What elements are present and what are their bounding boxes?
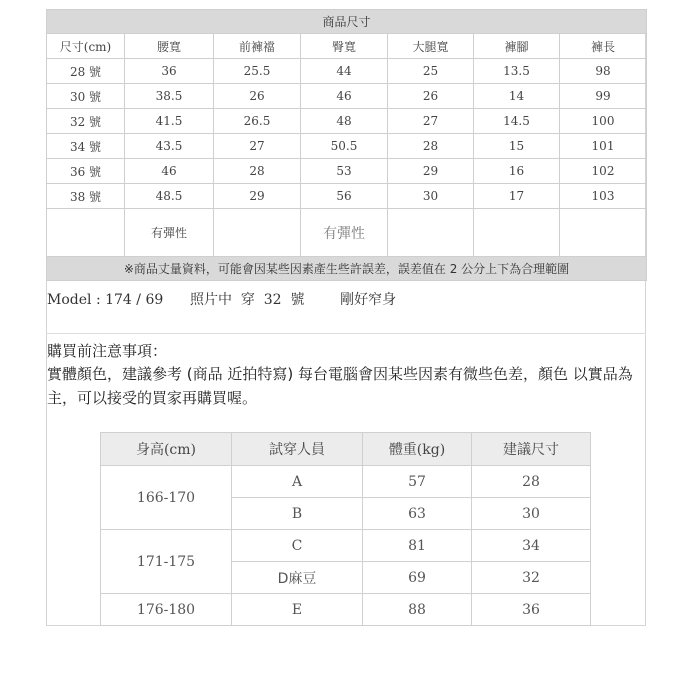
value-cell: 29 bbox=[214, 184, 301, 209]
notice-body: 實體顏色，建議參考 (商品 近拍特寫) 每台電腦會因某些因素有微些色差，顏色 以實品為主，可以接受的買家再購買喔。 bbox=[47, 365, 633, 407]
height-cell: 176-180 bbox=[101, 594, 232, 626]
size-cell: 38 號 bbox=[47, 184, 125, 209]
header-cell: 身高(cm) bbox=[101, 433, 232, 466]
size-cell: 30 號 bbox=[47, 84, 125, 109]
value-cell: 48.5 bbox=[125, 184, 214, 209]
header-cell: 大腿寬 bbox=[388, 34, 474, 59]
value-cell: 25.5 bbox=[214, 59, 301, 84]
table-row bbox=[101, 530, 591, 562]
table-row bbox=[101, 594, 591, 626]
height-cell: 166-170 bbox=[101, 466, 232, 530]
weight-cell: 57 bbox=[363, 466, 472, 498]
size-table-title-row bbox=[47, 10, 647, 34]
size-cell: 34 號 bbox=[47, 134, 125, 159]
size-cell: 36 bbox=[472, 594, 591, 626]
value-cell: 27 bbox=[214, 134, 301, 159]
value-cell: 13.5 bbox=[474, 59, 560, 84]
weight-cell: 63 bbox=[363, 498, 472, 530]
value-cell: 44 bbox=[301, 59, 388, 84]
value-cell: 16 bbox=[474, 159, 560, 184]
size-note: ※商品丈量資料，可能會因某些因素產生些許誤差，誤差值在 2 公分上下為合理範圍 bbox=[47, 257, 647, 281]
size-cell: 30 bbox=[472, 498, 591, 530]
value-cell: 43.5 bbox=[125, 134, 214, 159]
person-cell: A bbox=[232, 466, 363, 498]
value-cell: 27 bbox=[388, 109, 474, 134]
empty-cell bbox=[474, 209, 560, 257]
header-cell: 腰寬 bbox=[125, 34, 214, 59]
size-cell: 34 bbox=[472, 530, 591, 562]
elasticity-row bbox=[47, 209, 647, 257]
header-cell: 建議尺寸 bbox=[472, 433, 591, 466]
size-table-header-row bbox=[47, 34, 647, 59]
value-cell: 103 bbox=[560, 184, 647, 209]
header-cell: 臀寬 bbox=[301, 34, 388, 59]
table-row bbox=[47, 184, 647, 209]
height-cell: 171-175 bbox=[101, 530, 232, 594]
hip-elastic-cell: 有彈性 bbox=[301, 209, 388, 257]
table-row bbox=[47, 59, 647, 84]
person-cell: B bbox=[232, 498, 363, 530]
value-cell: 50.5 bbox=[301, 134, 388, 159]
header-cell: 試穿人員 bbox=[232, 433, 363, 466]
notice-title: 購買前注意事項： bbox=[47, 342, 168, 360]
divider bbox=[46, 333, 646, 334]
waist-elastic-cell: 有彈性 bbox=[125, 209, 214, 257]
value-cell: 100 bbox=[560, 109, 647, 134]
value-cell: 14.5 bbox=[474, 109, 560, 134]
size-cell: 32 bbox=[472, 562, 591, 594]
empty-cell bbox=[47, 209, 125, 257]
value-cell: 28 bbox=[214, 159, 301, 184]
value-cell: 17 bbox=[474, 184, 560, 209]
value-cell: 48 bbox=[301, 109, 388, 134]
value-cell: 25 bbox=[388, 59, 474, 84]
value-cell: 41.5 bbox=[125, 109, 214, 134]
model-info: Model : 174 / 69 照片中 穿 32 號 剛好窄身 bbox=[47, 292, 397, 308]
header-cell: 褲長 bbox=[560, 34, 647, 59]
fit-table-header-row bbox=[101, 433, 591, 466]
weight-cell: 69 bbox=[363, 562, 472, 594]
value-cell: 26 bbox=[388, 84, 474, 109]
value-cell: 101 bbox=[560, 134, 647, 159]
value-cell: 26.5 bbox=[214, 109, 301, 134]
size-cell: 36 號 bbox=[47, 159, 125, 184]
table-row bbox=[47, 134, 647, 159]
person-cell: D麻豆 bbox=[232, 562, 363, 594]
table-row bbox=[47, 84, 647, 109]
header-cell: 尺寸(cm) bbox=[47, 34, 125, 59]
header-cell: 體重(kg) bbox=[363, 433, 472, 466]
weight-cell: 81 bbox=[363, 530, 472, 562]
value-cell: 56 bbox=[301, 184, 388, 209]
value-cell: 14 bbox=[474, 84, 560, 109]
value-cell: 53 bbox=[301, 159, 388, 184]
value-cell: 46 bbox=[301, 84, 388, 109]
value-cell: 28 bbox=[388, 134, 474, 159]
size-cell: 28 bbox=[472, 466, 591, 498]
value-cell: 46 bbox=[125, 159, 214, 184]
weight-cell: 88 bbox=[363, 594, 472, 626]
value-cell: 36 bbox=[125, 59, 214, 84]
person-cell: C bbox=[232, 530, 363, 562]
size-table-title: 商品尺寸 bbox=[47, 10, 647, 34]
value-cell: 102 bbox=[560, 159, 647, 184]
empty-cell bbox=[388, 209, 474, 257]
size-cell: 28 號 bbox=[47, 59, 125, 84]
person-cell: E bbox=[232, 594, 363, 626]
empty-cell bbox=[214, 209, 301, 257]
table-row bbox=[101, 466, 591, 498]
empty-cell bbox=[560, 209, 647, 257]
fit-table bbox=[100, 432, 591, 626]
value-cell: 30 bbox=[388, 184, 474, 209]
value-cell: 99 bbox=[560, 84, 647, 109]
size-table bbox=[46, 9, 647, 281]
value-cell: 29 bbox=[388, 159, 474, 184]
value-cell: 26 bbox=[214, 84, 301, 109]
value-cell: 98 bbox=[560, 59, 647, 84]
table-row bbox=[47, 159, 647, 184]
value-cell: 15 bbox=[474, 134, 560, 159]
header-cell: 前褲襠 bbox=[214, 34, 301, 59]
header-cell: 褲腳 bbox=[474, 34, 560, 59]
value-cell: 38.5 bbox=[125, 84, 214, 109]
size-cell: 32 號 bbox=[47, 109, 125, 134]
table-row bbox=[47, 109, 647, 134]
size-note-row bbox=[47, 257, 647, 281]
